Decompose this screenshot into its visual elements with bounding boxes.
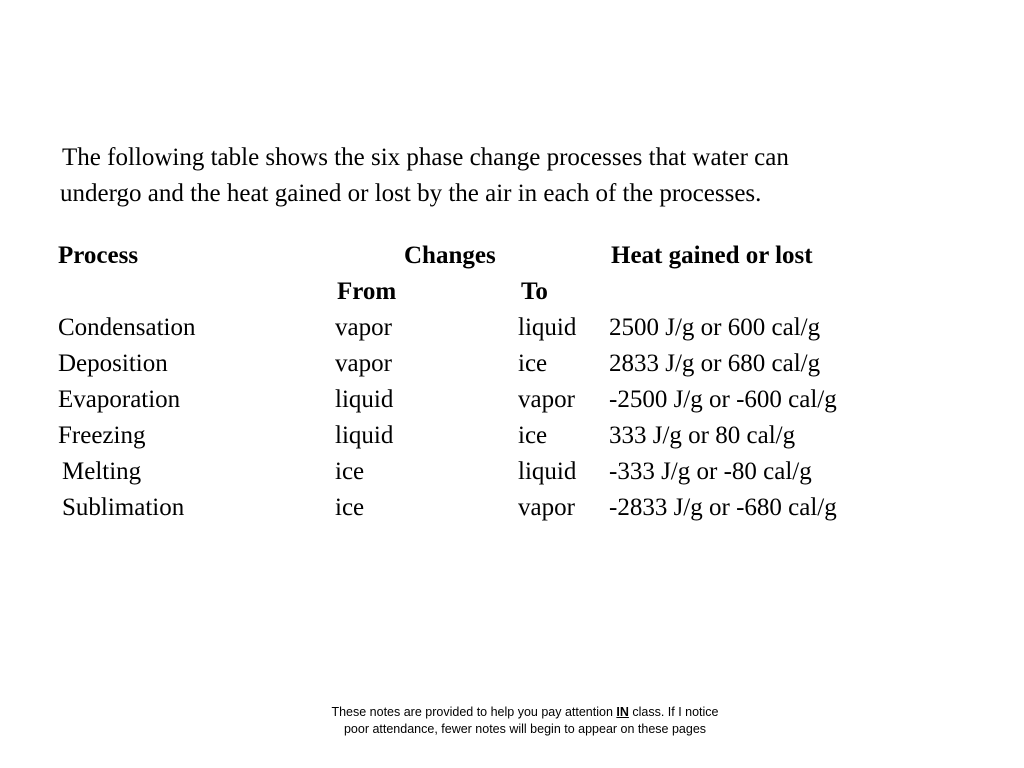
intro-paragraph xyxy=(60,140,960,212)
row-to: liquid xyxy=(518,314,577,341)
header-heat: Heat gained or lost xyxy=(611,242,813,269)
row-from: ice xyxy=(335,458,365,485)
header-to: To xyxy=(521,278,548,305)
row-heat: -2833 J/g or -680 cal/g xyxy=(609,494,837,521)
row-heat: 2833 J/g or 680 cal/g xyxy=(609,350,821,377)
footer-line-1 xyxy=(0,704,1024,721)
header-from: From xyxy=(337,278,397,305)
row-process: Melting xyxy=(62,458,142,485)
header-process: Process xyxy=(58,242,139,269)
intro-line-2: undergo and the heat gained or lost by the air in each of the processes. xyxy=(60,180,762,207)
row-process: Sublimation xyxy=(62,494,185,521)
row-process: Freezing xyxy=(58,422,146,449)
footer-text-before: These notes are provided to help you pay attention xyxy=(331,705,617,719)
row-to: liquid xyxy=(518,458,577,485)
row-to: ice xyxy=(518,350,548,377)
footer-text-after: class. If I notice xyxy=(628,705,719,719)
footer-note xyxy=(0,704,1024,738)
row-to: vapor xyxy=(518,494,575,521)
row-from: liquid xyxy=(335,386,394,413)
header-changes: Changes xyxy=(404,242,496,269)
row-from: liquid xyxy=(335,422,394,449)
row-heat: 333 J/g or 80 cal/g xyxy=(609,422,796,449)
row-from: vapor xyxy=(335,350,392,377)
footer-line-2: poor attendance, fewer notes will begin to appear on these pages xyxy=(343,722,707,736)
row-heat: 2500 J/g or 600 cal/g xyxy=(609,314,821,341)
row-to: vapor xyxy=(518,386,575,413)
intro-line-1: The following table shows the six phase change processes that water can xyxy=(62,144,789,171)
row-from: vapor xyxy=(335,314,392,341)
row-to: ice xyxy=(518,422,548,449)
phase-change-table xyxy=(0,238,1024,538)
row-heat: -2500 J/g or -600 cal/g xyxy=(609,386,837,413)
row-heat: -333 J/g or -80 cal/g xyxy=(609,458,812,485)
row-from: ice xyxy=(335,494,365,521)
row-process: Condensation xyxy=(58,314,196,341)
footer-emphasis: IN xyxy=(616,705,629,719)
row-process: Evaporation xyxy=(58,386,181,413)
row-process: Deposition xyxy=(58,350,168,377)
